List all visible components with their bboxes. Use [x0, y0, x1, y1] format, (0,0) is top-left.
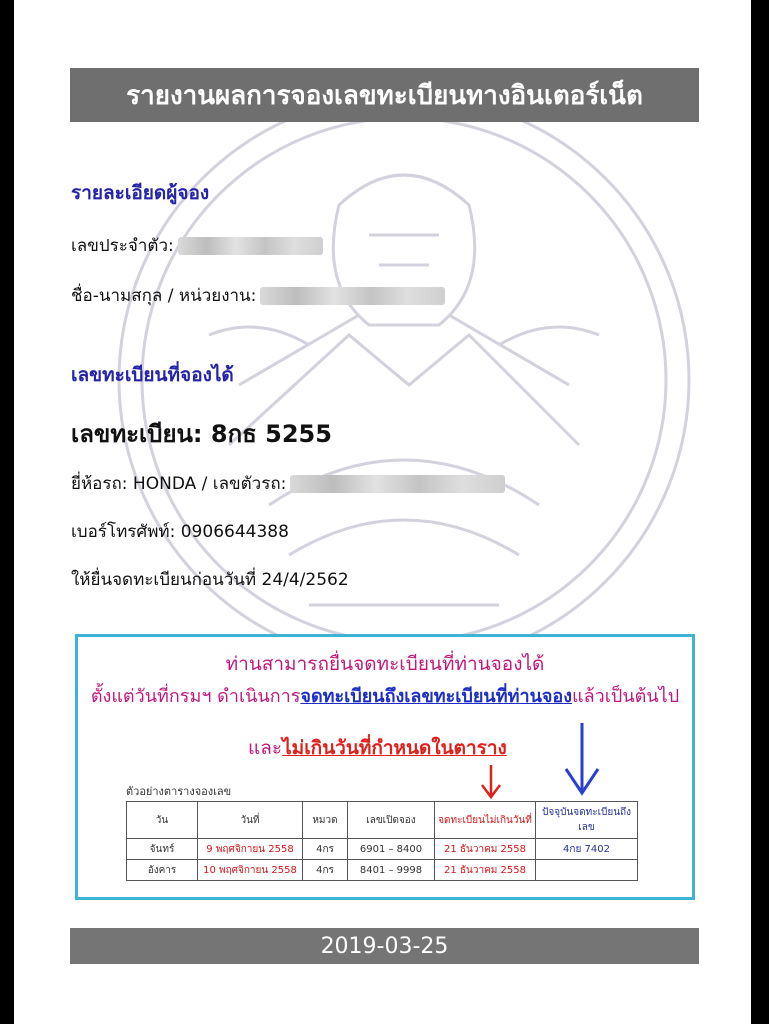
- notice-line-1: ท่านสามารถยื่นจดทะเบียนที่ท่านจองได้: [225, 653, 545, 675]
- table-cell: 4กร: [303, 839, 348, 860]
- table-row: [127, 860, 638, 881]
- table-cell: [536, 860, 638, 881]
- id-label: เลขประจำตัว:: [71, 236, 174, 256]
- table-header: วัน: [127, 802, 198, 839]
- notice-line-2-pre: ตั้งแต่วันที่กรมฯ ดำเนินการ: [90, 686, 301, 707]
- table-header-row: [127, 802, 638, 839]
- report-page: [14, 0, 751, 1024]
- table-header: หมวด: [303, 802, 348, 839]
- plate-number-row: [71, 414, 332, 453]
- table-header: ปัจจุบันจดทะเบียนถึงเลข: [536, 802, 638, 839]
- plate-section-title: เลขทะเบียนที่จองได้: [71, 364, 234, 386]
- notice-line-2-post: แล้วเป็นต้นไป: [572, 686, 680, 707]
- table-cell: 4กย 7402: [536, 839, 638, 860]
- table-cell: 9 พฤศจิกายน 2558: [198, 839, 303, 860]
- notice-box: [75, 634, 695, 900]
- notice-line-2: [78, 681, 692, 710]
- chassis-redacted: [290, 475, 505, 493]
- name-row: [71, 282, 445, 309]
- deadline-row: ให้ยื่นจดทะเบียนก่อนวันที่ 24/4/2562: [71, 570, 349, 590]
- name-redacted: [260, 287, 445, 305]
- table-header: วันที่: [198, 802, 303, 839]
- phone-row: เบอร์โทรศัพท์: 0906644388: [71, 522, 289, 542]
- notice-line-2-link: จดทะเบียนถึงเลขทะเบียนที่ท่านจอง: [300, 686, 573, 707]
- table-cell: 8401 – 9998: [348, 860, 435, 881]
- table-cell: 10 พฤศจิกายน 2558: [198, 860, 303, 881]
- table-caption: ตัวอย่างตารางจองเลข: [126, 785, 232, 798]
- name-label: ชื่อ-นามสกุล / หน่วยงาน:: [71, 286, 257, 306]
- table-cell: 21 ธันวาคม 2558: [435, 839, 536, 860]
- table-cell: อังคาร: [127, 860, 198, 881]
- report-title: รายงานผลการจองเลขทะเบียนทางอินเตอร์เน็ต: [70, 68, 699, 122]
- notice-line-3: [248, 733, 507, 763]
- red-arrow-icon: [476, 763, 506, 801]
- table-header: จดทะเบียนไม่เกินวันที่: [435, 802, 536, 839]
- notice-line-3-pre: และ: [248, 737, 283, 759]
- table-row: [127, 839, 638, 860]
- brand-row: [71, 470, 505, 497]
- reserver-section-title: รายละเอียดผู้จอง: [71, 182, 210, 204]
- id-row: [71, 232, 323, 259]
- plate-label: เลขทะเบียน:: [71, 420, 203, 448]
- table-header: เลขเปิดจอง: [348, 802, 435, 839]
- blue-arrow-icon: [562, 721, 602, 797]
- plate-number: 8กธ 5255: [210, 420, 332, 448]
- report-date: 2019-03-25: [70, 928, 699, 964]
- table-cell: จันทร์: [127, 839, 198, 860]
- notice-line-3-emphasis: ไม่เกินวันที่กำหนดในตาราง: [282, 737, 507, 759]
- brand-text: ยี่ห้อรถ: HONDA / เลขตัวรถ:: [71, 474, 287, 494]
- id-redacted: [178, 237, 323, 255]
- table-cell: 6901 – 8400: [348, 839, 435, 860]
- table-cell: 21 ธันวาคม 2558: [435, 860, 536, 881]
- table-cell: 4กร: [303, 860, 348, 881]
- example-table: [126, 801, 638, 881]
